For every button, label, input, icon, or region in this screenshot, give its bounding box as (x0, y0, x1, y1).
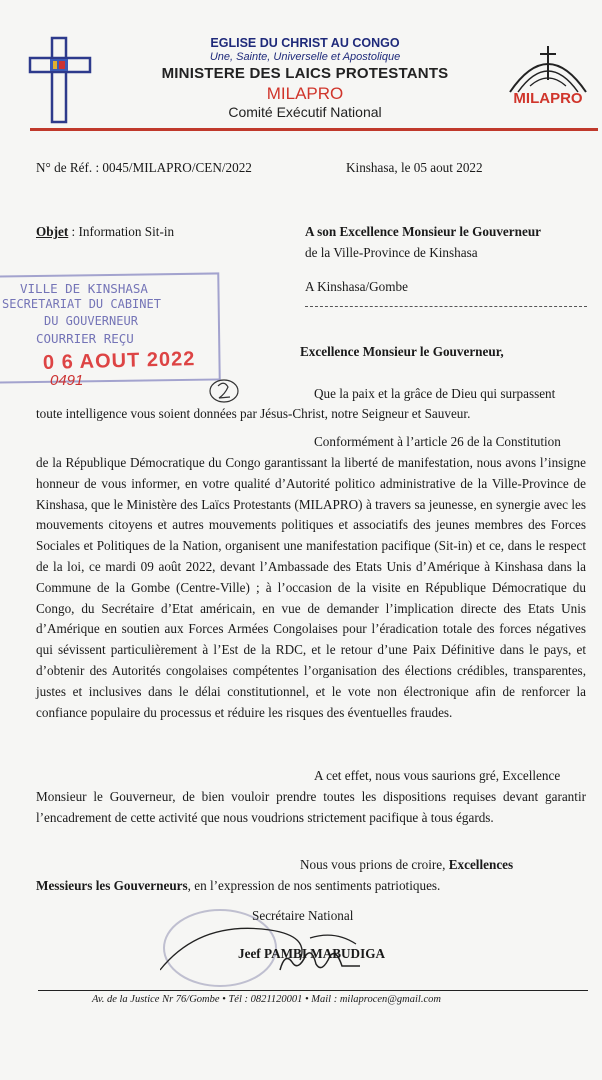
salutation: Excellence Monsieur le Gouverneur, (300, 344, 504, 359)
paragraph-3-body (36, 787, 586, 829)
closing-line-2 (36, 876, 440, 897)
header-divider (30, 128, 598, 131)
stamp-line-3: DU GOUVERNEUR (44, 314, 138, 328)
footer-divider (38, 990, 588, 991)
footer-address: Av. de la Justice Nr 76/Gombe • Tél : 0821120001 • Mail : milaprocen@gmail.com (92, 994, 441, 1005)
recipient-line-1: A son Excellence Monsieur le Gouverneur (305, 224, 542, 239)
closing-line-1 (300, 855, 513, 876)
paragraph-1-first-line: Que la paix et la grâce de Dieu qui surpassent (314, 386, 556, 401)
object-line (36, 222, 174, 243)
cross-logo-icon (26, 36, 94, 124)
stamp-line-2: SECRETARIAT DU CABINET (2, 297, 161, 311)
place-date: Kinshasa, le 05 aout 2022 (346, 160, 483, 175)
paragraph-3-text: Monsieur le Gouverneur, de bien vouloir prendre toutes les dispositions requises devant garantir l’encadrement de cette activité que nous voudrions strictement pacifique à tous égards. (36, 789, 586, 825)
closing-text-2: , en l’expression de nos sentiments patriotiques. (187, 878, 441, 893)
church-motto: Une, Sainte, Universelle et Apostolique (209, 51, 401, 63)
paragraph-2-first-line: Conformément à l’article 26 de la Constitution (314, 434, 561, 449)
paragraph-1-second-line: toute intelligence vous soient données par Jésus-Christ, notre Seigneur et Sauveur. (36, 406, 471, 421)
church-name: EGLISE DU CHRIST AU CONGO (210, 36, 400, 50)
paragraph-2-body (36, 453, 586, 723)
signatory-title: Secrétaire National (252, 908, 354, 923)
handwritten-mark-icon (206, 376, 242, 406)
stamp-line-4: COURRIER REÇU (36, 331, 134, 346)
committee-name: Comité Exécutif National (228, 104, 382, 120)
closing-text-1: Nous vous prions de croire, (300, 857, 449, 872)
recipient-divider (305, 306, 587, 307)
signatory-name: Jeef PAMBI MABUDIGA (238, 946, 385, 961)
paragraph-3-first-line: A cet effet, nous vous saurions gré, Excellence (314, 768, 561, 783)
paragraph-2-text: de la République Démocratique du Congo garantissant la liberté de manifestation, nous avons l’insigne honneur de vous informer, en votre qualité d’Autorité politico administrative de la Ville-Province de Kinshasa, que le Ministère des Laïcs Protestants (MILAPRO) à travers sa jeunesse, en synergie avec les mouvements citoyens et autres mouvements politiques et associatifs des jeunes membres des Forces Sociales et Politiques de la Nation, organisent une manifestation pacifique (Sit-in) et ce, dans le respect de la loi, ce mardi 09 août 2022, devant l’Ambassade des Etats Unis d’Amérique à Kinshasa dans la Commune de la Gombe (Centre-Ville) ; à l’occasion de la visite en République Démocratique du Congo, du Secrétaire d’Etat américain, en vue de demander l’implication directe des Etats Unis d’Amérique en soutien aux Forces Armées Congolaises pour l’éradication totale des forces négatives qui sévissent particulièrement à l’Est de la RDC, et le retour d’une Paix Définitive dans le pays, et d’obtenir des Autorités congolaises compétentes l’organisation des élections crédibles, transparentes, justes et inclusives dans le délai constitutionnel, et le vote non électronique afin de renforcer la confiance populaire du processus et réduire les risques des éventuelles fraudes. (36, 455, 586, 720)
stamp-date: 0 6 AOUT 2022 (42, 348, 196, 374)
recipient-line-3: A Kinshasa/Gombe (305, 279, 408, 294)
closing-bold-1: Excellences (448, 857, 514, 872)
milapro-logo-text: MILAPRO (513, 90, 583, 107)
stamp-number: 0491 (50, 372, 84, 389)
closing-bold-2: Messieurs les Gouverneurs (36, 878, 188, 893)
object-text: : Information Sit-in (68, 224, 175, 239)
ministry-acronym: MILAPRO (266, 84, 344, 103)
reference-number: N° de Réf. : 0045/MILAPRO/CEN/2022 (36, 160, 252, 175)
object-label: Objet (36, 224, 69, 239)
ministry-name: MINISTERE DES LAICS PROTESTANTS (161, 65, 449, 82)
recipient-line-2: de la Ville-Province de Kinshasa (305, 245, 478, 260)
stamp-line-1: VILLE DE KINSHASA (20, 281, 148, 296)
